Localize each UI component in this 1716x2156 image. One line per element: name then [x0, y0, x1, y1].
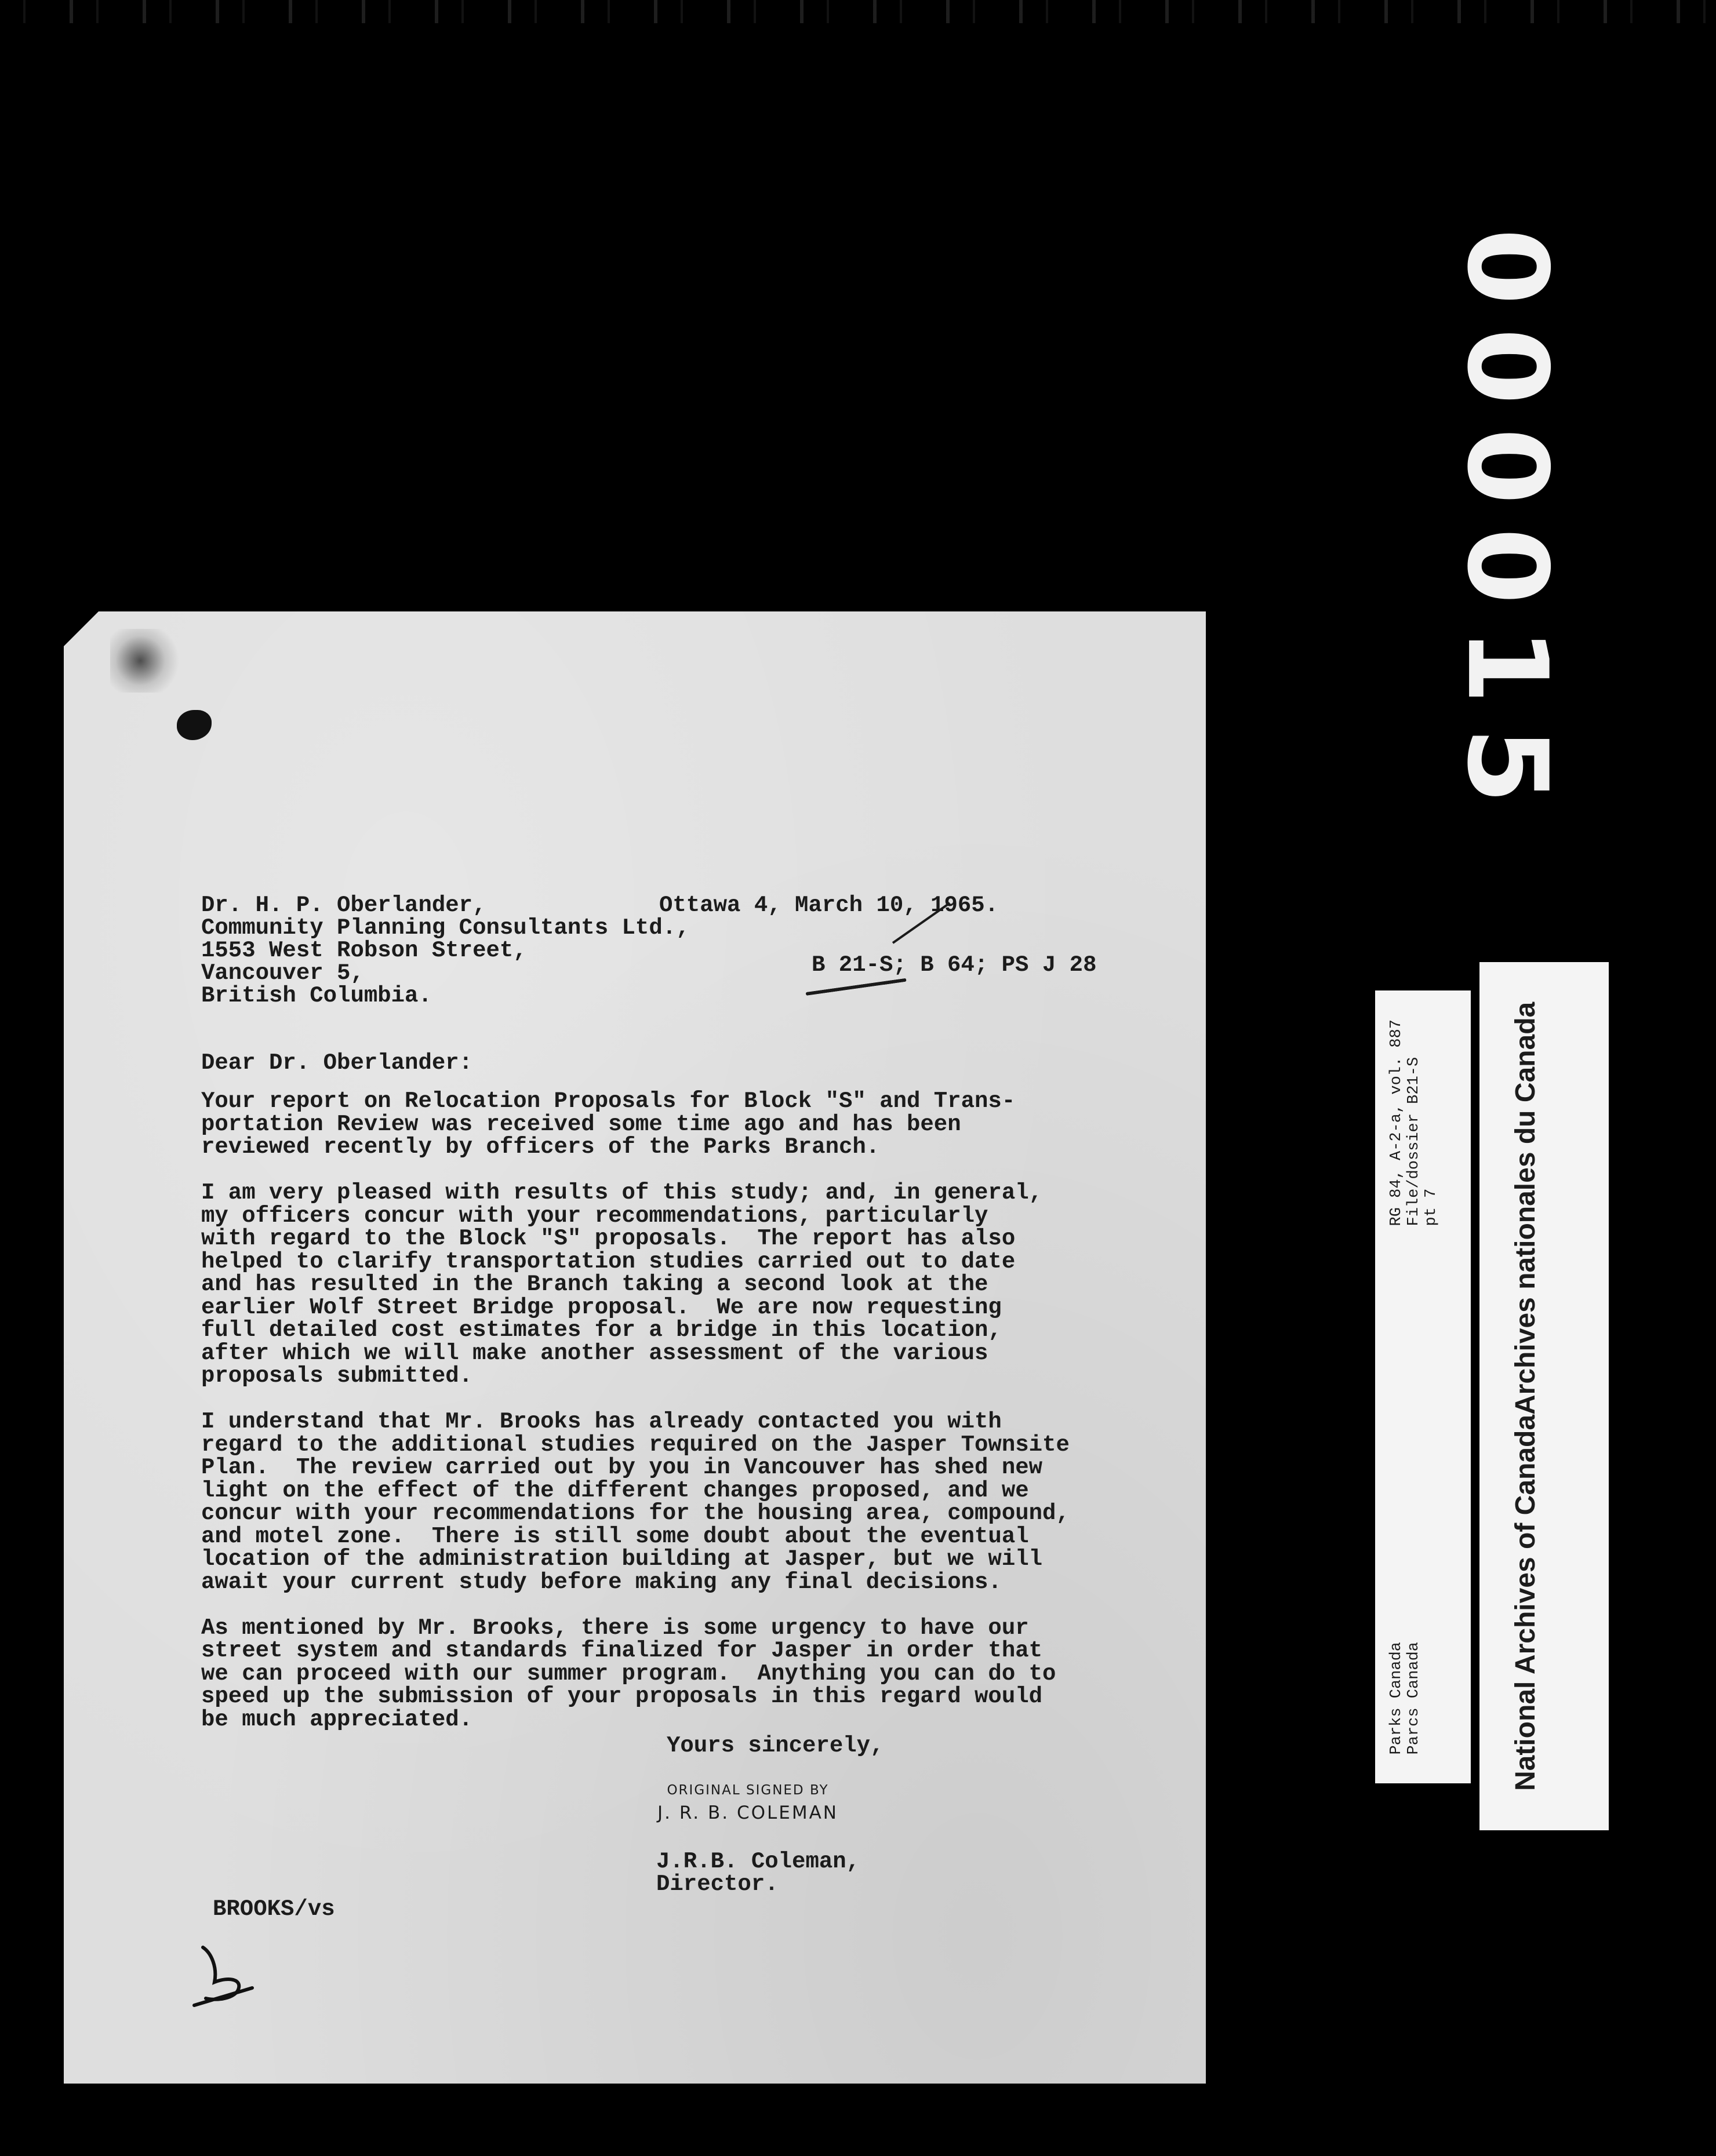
typist-initials: BROOKS/vs — [213, 1896, 335, 1922]
film-edge-marks — [0, 0, 1716, 23]
archive-reference-text — [1388, 1019, 1440, 1226]
letter-page — [64, 611, 1206, 2084]
national-archives-label — [1479, 962, 1609, 1830]
signature-stamp — [644, 1780, 852, 1826]
punch-hole-mark — [177, 710, 212, 740]
recipient-address: Dr. H. P. Oberlander, Community Planning Consultants Ltd., 1553 West Robson Street, Vancouver 5, British Columbia. — [201, 893, 690, 1008]
dateline: Ottawa 4, March 10, 1965. — [659, 893, 999, 918]
archives-fr: Archives nationales du Canada — [1510, 1001, 1541, 1415]
handwritten-underline — [806, 978, 907, 996]
reference-line-3: pt 7 — [1423, 1188, 1440, 1226]
file-reference: B 21-S; B 64; PS J 28 — [812, 952, 1097, 978]
archive-reference-label — [1375, 990, 1471, 1783]
letter-body: Your report on Relocation Proposals for Block "S" and Trans- portation Review was received some time ago and has been reviewed recently by officers of the Parks Branch. I am very pleased with results of this study; and, in general, my officers concur with your recommendations, particularly with regard to the Block "S" proposals. The report has also helped to clarify transportation studies carried out to date and has resulted in the Branch taking a second look at the earlier Wolf Street Bridge proposal. We are now requesting full detailed cost estimates for a bridge in this location, after which we will make another assessment of the various proposals submitted. I understand that Mr. Brooks has already contacted you with regard to the additional studies required on the Jasper Townsite Plan. The review carried out by you in Vancouver has shed new light on the effect of the different changes proposed, and we concur with your recommendations for the housing area, compound, and motel zone. There is still some doubt about the eventual location of the administration building at Jasper, but we will await your current study before making any final decisions. As mentioned by Mr. Brooks, there is some urgency to have our street system and standards finalized for Jasper in order that we can proceed with our summer program. Anything you can do to speed up the submission of your proposals in this regard would be much appreciated. — [201, 1088, 1070, 1732]
stamp-original-signed: ORIGINAL SIGNED BY — [667, 1783, 829, 1798]
closing: Yours sincerely, — [667, 1733, 884, 1758]
salutation: Dear Dr. Oberlander: — [201, 1050, 473, 1076]
archives-en: National Archives of Canada — [1510, 1414, 1541, 1791]
reference-line-1: RG 84, A-2-a, vol. 887 — [1388, 1019, 1405, 1226]
frame-number-text: 000015 — [1443, 228, 1572, 827]
folded-corner — [64, 611, 99, 646]
national-archives-text — [1511, 962, 1540, 1830]
microfilm-frame-number — [1432, 228, 1583, 827]
stamp-signer-name: J. R. B. COLEMAN — [657, 1802, 838, 1823]
agency-en: Parks Canada — [1388, 1641, 1405, 1754]
signer-block: J.R.B. Coleman, Director. — [656, 1849, 860, 1897]
ink-smudge — [110, 629, 186, 693]
agency-fr: Parcs Canada — [1405, 1641, 1423, 1754]
handwritten-initial-mark — [188, 1936, 258, 2011]
agency-text — [1388, 1642, 1423, 1754]
reference-line-2: File/dossier B21-S — [1405, 1057, 1423, 1226]
